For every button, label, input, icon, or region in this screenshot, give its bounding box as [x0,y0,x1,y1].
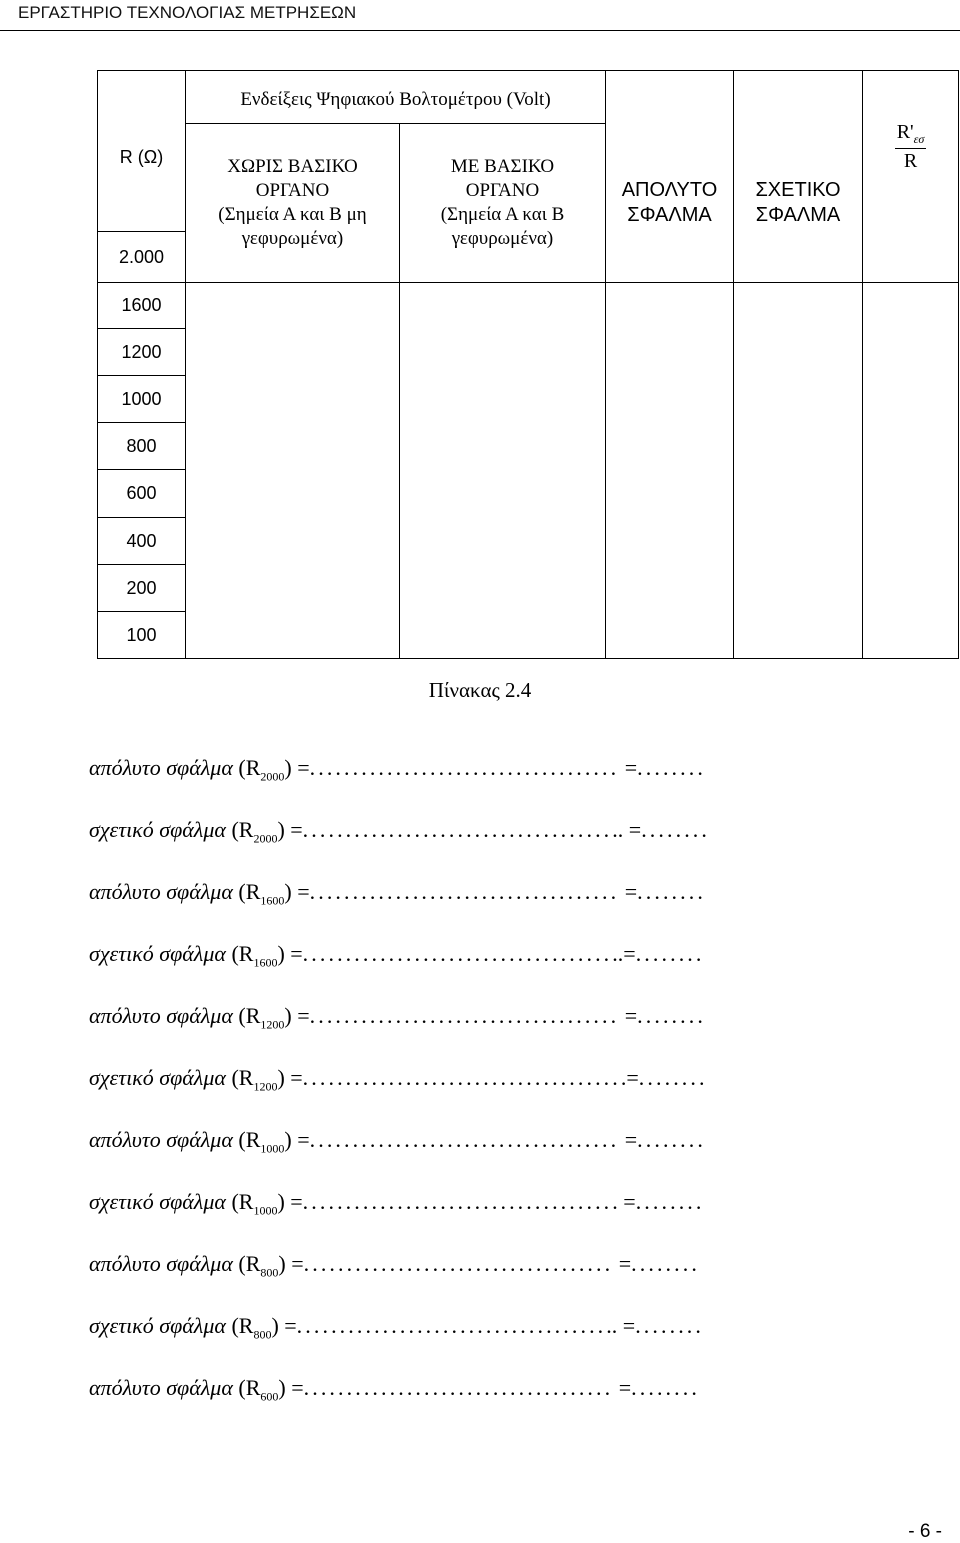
error-line: σχετικό σφάλμα $(R_{1600})$ =......................................=........ [89,941,705,970]
header-title: ΕΡΓΑΣΤΗΡΙΟ ΤΕΧΝΟΛΟΓΙΑΣ ΜΕΤΡΗΣΕΩΝ [18,3,357,22]
ratio-header [863,71,959,283]
error-line: σχετικό σφάλμα $(R_{800})$ =...................................... =........ [89,1313,705,1342]
without-base-header: ΧΩΡΙΣ ΒΑΣΙΚΟ ΟΡΓΑΝΟ (Σημεία Α και Β μη γεφυρωμένα) [186,124,400,283]
relative-error-header: ΣΧΕΤΙΚΟ ΣΦΑΛΜΑ [734,71,863,283]
row-value: 1600 [98,283,186,329]
relative-error-column [734,283,863,659]
row-value: 2.000 [98,232,186,283]
page-number: - 6 - [908,1521,942,1542]
error-line: σχετικό σφάλμα $(R_{2000})$ =...................................... =........ [89,817,711,846]
with-base-header: ΜΕ ΒΑΣΙΚΟ ΟΡΓΑΝΟ (Σημεία Α και Β γεφυρωμένα) [400,124,606,283]
row-value: 1000 [98,376,186,423]
error-lines [89,755,710,1437]
with-base-column [400,283,606,659]
error-line: απόλυτο σφάλμα $(R_{800})$ =.................................... =........ [89,1251,700,1280]
ratio-fraction: $\frac{R'_{\varepsilon\sigma}}{R}$ [896,121,925,172]
without-base-column [186,283,400,659]
header-rule [0,30,960,31]
error-line: σχετικό σφάλμα $(R_{1200})$ =......................................=........ [89,1065,708,1094]
error-line: σχετικό σφάλμα $(R_{1000})$ =..................................... =........ [89,1189,705,1218]
row-value: 200 [98,565,186,612]
measurement-table [97,70,959,659]
group-header: Ενδείξεις Ψηφιακού Βολτομέτρου (Volt) [186,71,606,124]
row-value: 800 [98,423,186,470]
absolute-error-column [606,283,734,659]
table-caption: Πίνακας 2.4 [428,678,532,702]
error-line: απόλυτο σφάλμα $(R_{600})$ =.................................... =........ [89,1375,700,1404]
error-line: απόλυτο σφάλμα $(R_{1600})$ =.................................... =........ [89,879,706,908]
error-line: απόλυτο σφάλμα $(R_{1000})$ =.................................... =........ [89,1127,706,1156]
row-value: 100 [98,612,186,659]
row-value: 400 [98,518,186,565]
r-header: R (Ω) [98,71,186,232]
error-line: απόλυτο σφάλμα $(R_{1200})$ =.................................... =........ [89,1003,706,1032]
row-value: 600 [98,470,186,518]
error-line: απόλυτο σφάλμα $(R_{2000})$ =.................................... =........ [89,755,706,784]
ratio-column [863,283,959,659]
absolute-error-header: ΑΠΟΛΥΤΟ ΣΦΑΛΜΑ [606,71,734,283]
row-value: 1200 [98,329,186,376]
